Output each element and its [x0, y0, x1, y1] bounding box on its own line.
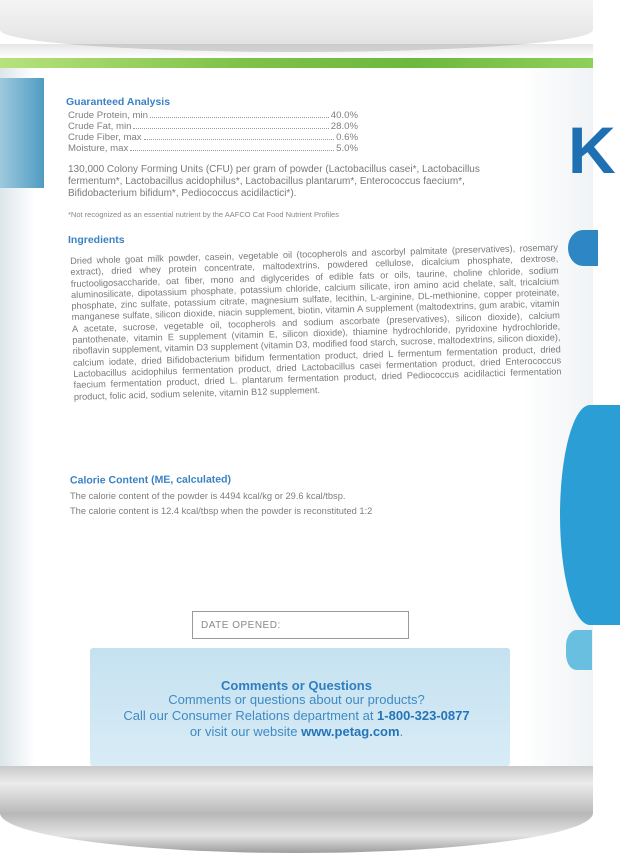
phone-number: 1-800-323-0877 [377, 708, 470, 723]
analysis-value: 5.0% [336, 143, 358, 154]
analysis-value: 40.0% [330, 110, 358, 121]
comments-panel [90, 648, 510, 766]
website-link: www.petag.com [301, 724, 400, 739]
label-content [66, 96, 562, 516]
comments-question-line: Comments or questions about our products? [168, 692, 425, 707]
calorie-heading: Calorie Content (ME, calculated) [69, 473, 232, 487]
website-suffix: . [399, 724, 404, 739]
phone-prefix: Call our Consumer Relations department at [123, 708, 378, 723]
calorie-powder-line: The calorie content of the powder is 4494 kcal/kg or 29.6 kcal/tbsp. [70, 491, 346, 501]
guaranteed-analysis-table [68, 110, 358, 154]
right-badge-fragment [568, 230, 598, 266]
dot-leader [130, 143, 334, 151]
comments-website-line [0, 724, 593, 739]
cfu-statement: 130,000 Colony Forming Units (CFU) per gram of powder (Lactobacillus casei*, Lactobacillus fermentum*, Lactobacillus acidophilus*, Lactobacillus plantarum*, Enterococcus faecium*, Bifidobacterium bifidum*, Pediococcus acidilactici*). [68, 164, 480, 199]
analysis-row [68, 132, 358, 143]
aafco-footnote: *Not recognized as an essential nutrient by the AAFCO Cat Food Nutrient Profiles [68, 210, 339, 219]
comments-title: Comments or Questions [221, 678, 372, 693]
lid-shadow [0, 44, 593, 58]
analysis-row [68, 110, 358, 121]
ingredients-heading: Ingredients [68, 234, 125, 246]
analysis-value: 28.0% [330, 121, 358, 132]
can-bottom-rim [0, 766, 593, 853]
green-label-band [0, 58, 593, 68]
analysis-value: 0.6% [336, 132, 358, 143]
date-opened-label: DATE OPENED: [201, 620, 281, 631]
right-pet-graphic [566, 630, 592, 670]
analysis-label: Crude Protein, min [68, 110, 148, 121]
analysis-label: Crude Fiber, max [68, 132, 142, 143]
dot-leader [144, 132, 335, 140]
analysis-row [68, 143, 358, 154]
analysis-label: Moisture, max [68, 143, 129, 154]
date-opened-box [192, 611, 409, 639]
right-blue-shape [560, 405, 620, 625]
analysis-row [68, 121, 358, 132]
calorie-reconstituted-line: The calorie content is 12.4 kcal/tbsp when the powder is reconstituted 1:2 [70, 506, 373, 516]
comments-phone-line [0, 708, 593, 723]
analysis-heading: Guaranteed Analysis [66, 96, 171, 108]
dot-leader [150, 110, 329, 118]
analysis-label: Crude Fat, min [68, 121, 132, 132]
brand-logo-fragment: K [568, 113, 616, 187]
left-wrap-text [4, 218, 40, 224]
left-label-fragment [0, 78, 44, 188]
website-prefix: or visit our website [189, 724, 302, 739]
dot-leader [133, 121, 328, 129]
ingredients-list: Dried whole goat milk powder, casein, vegetable oil (tocopherols and ascorbyl palmitate (preservatives), rosemary extract), dried whey protein concentrate, maltodextrins, powdered cellulose, dicalcium phosphate, dextrose, fructooligosaccharide, oat fiber, mono and diglycerides of edible fats or oils, taurine, choline chloride, sodium aluminosilicate, dipotassium phosphate, potassium chloride, calcium silicate, iron amino acid chelate, salt, tricalcium phosphate, zinc sulfate, potassium citrate, magnesium sulfate, lecithin, L-arginine, DL-methionine, copper proteinate, manganese sulfate, silicon dioxide, niacin supplement, biotin, vitamin A supplement (maltodextrins, gum arabic, vitamin A acetate, sucrose, vegetable oil, tocopherols and sodium ascorbate (preservatives), silicon dioxide), calcium pantothenate, vitamin E supplement (vitamin E, silicon dioxide), thiamine hydrochloride, pyridoxine hydrochloride, riboflavin supplement, vitamin D3 supplement (vitamin D3, modified food starch, sucrose, maltodextrins, silicon dioxide), calcium iodate, dried Bifidobacterium bifidum fermentation product, dried L fermentum fermentation product, dried Lactobacillus acidophilus fermentation product, dried Lactobacillus casei fermentation product, dried Enterococcus faecium fermentation product, dried L. plantarum fermentation product, dried Pediococcus acidilactici fermentation product, folic acid, sodium selenite, vitamin B12 supplement. [70, 242, 562, 402]
